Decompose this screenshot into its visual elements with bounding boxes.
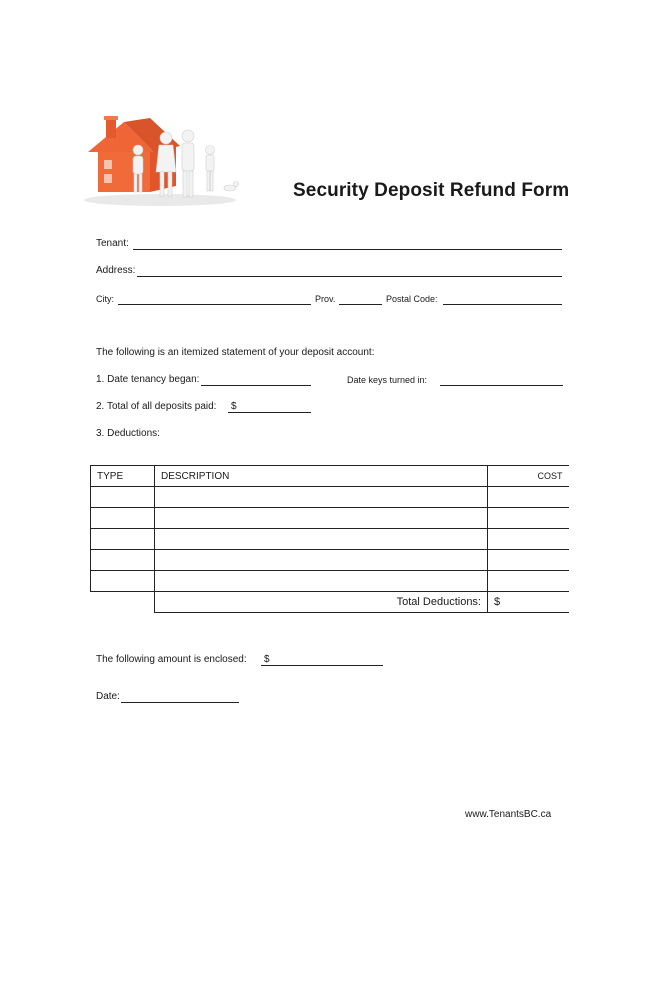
total-row-spacer xyxy=(91,592,155,613)
city-label: City: xyxy=(96,294,114,304)
description-cell[interactable] xyxy=(155,508,488,529)
date-tenancy-began-field[interactable] xyxy=(201,385,311,386)
total-deductions-value[interactable]: $ xyxy=(488,592,569,613)
table-header-row xyxy=(91,466,569,487)
enclosed-amount-currency: $ xyxy=(264,654,270,665)
description-cell[interactable] xyxy=(155,550,488,571)
type-cell[interactable] xyxy=(91,571,155,592)
tenant-field[interactable] xyxy=(133,249,562,250)
table-row xyxy=(91,529,569,550)
deductions-table xyxy=(90,465,569,613)
date-label: Date: xyxy=(96,691,120,702)
date-keys-label: Date keys turned in: xyxy=(347,375,428,385)
table-row xyxy=(91,571,569,592)
total-deposits-label: 2. Total of all deposits paid: xyxy=(96,401,217,412)
prov-field[interactable] xyxy=(339,304,382,305)
date-tenancy-began-label: 1. Date tenancy began: xyxy=(96,374,200,385)
description-cell[interactable] xyxy=(155,487,488,508)
address-label: Address: xyxy=(96,265,136,276)
form-title: Security Deposit Refund Form xyxy=(293,180,570,201)
deductions-label: 3. Deductions: xyxy=(96,428,160,439)
total-deposits-field[interactable] xyxy=(228,412,311,413)
description-cell[interactable] xyxy=(155,529,488,550)
type-cell[interactable] xyxy=(91,529,155,550)
table-row xyxy=(91,487,569,508)
address-field[interactable] xyxy=(137,276,562,277)
city-field[interactable] xyxy=(118,304,311,305)
table-row xyxy=(91,550,569,571)
cost-cell[interactable] xyxy=(488,529,569,550)
type-cell[interactable] xyxy=(91,550,155,571)
total-row xyxy=(91,592,569,613)
total-deposits-currency: $ xyxy=(231,401,237,412)
website-footer: www.TenantsBC.ca xyxy=(465,809,552,820)
cost-cell[interactable] xyxy=(488,487,569,508)
date-keys-field[interactable] xyxy=(440,385,563,386)
type-cell[interactable] xyxy=(91,487,155,508)
statement-intro: The following is an itemized statement of your deposit account: xyxy=(96,347,375,358)
column-header-cost: COST xyxy=(488,466,569,487)
description-cell[interactable] xyxy=(155,571,488,592)
tenant-label: Tenant: xyxy=(96,238,129,249)
date-field[interactable] xyxy=(121,702,239,703)
cost-cell[interactable] xyxy=(488,508,569,529)
postal-code-label: Postal Code: xyxy=(386,294,438,304)
house-family-logo xyxy=(80,112,240,208)
column-header-description: DESCRIPTION xyxy=(155,466,488,487)
total-deductions-label: Total Deductions: xyxy=(155,592,488,613)
enclosed-amount-label: The following amount is enclosed: xyxy=(96,654,247,665)
cost-cell[interactable] xyxy=(488,571,569,592)
cost-cell[interactable] xyxy=(488,550,569,571)
type-cell[interactable] xyxy=(91,508,155,529)
postal-code-field[interactable] xyxy=(443,304,562,305)
prov-label: Prov. xyxy=(315,294,336,304)
table-row xyxy=(91,508,569,529)
column-header-type: TYPE xyxy=(91,466,155,487)
enclosed-amount-field[interactable] xyxy=(261,665,383,666)
